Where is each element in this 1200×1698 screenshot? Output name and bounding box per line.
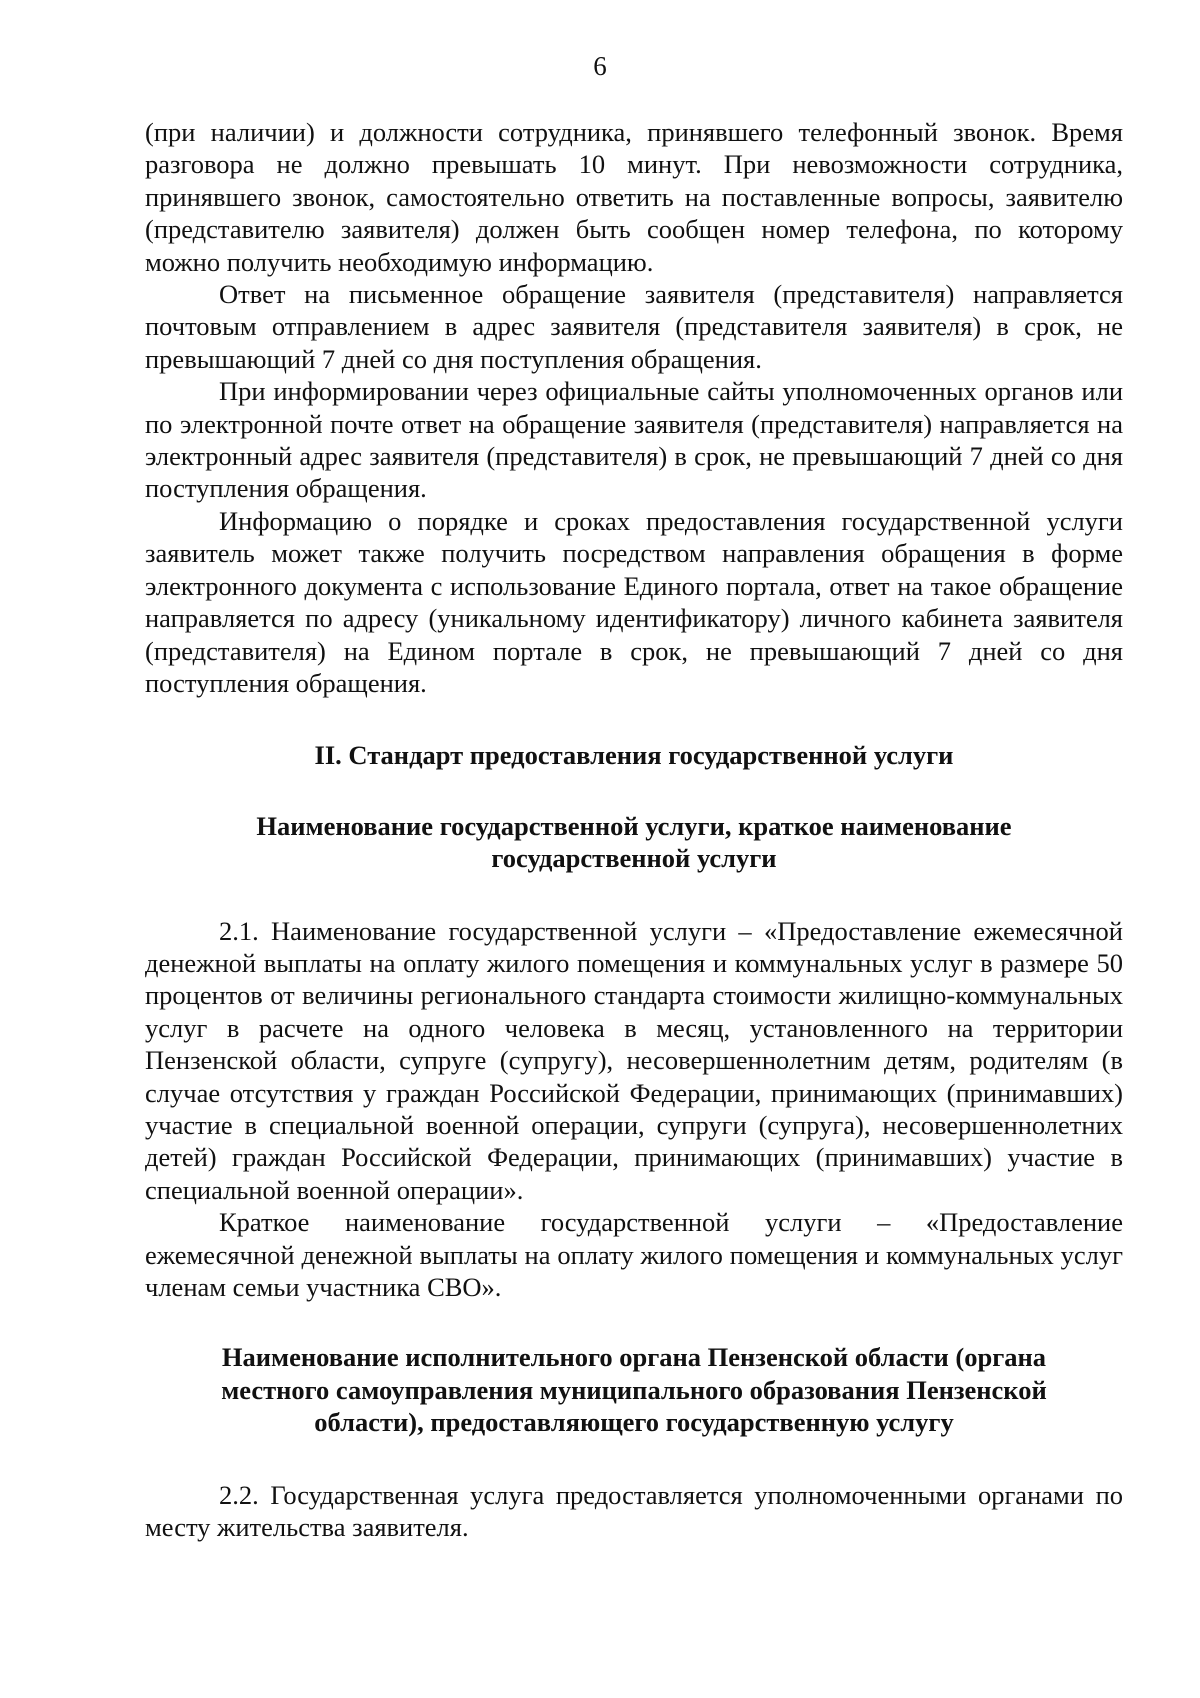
paragraph-email-reply: При информировании через официальные сайты уполномоченных органов или по электронной почте ответ на обращение заявителя (представителя) направляется на электронный адрес заявителя (представителя) в срок, не превышающий 7 дней со дня поступления обращения. [145,376,1123,504]
page-number: 6 [593,51,607,81]
paragraph-phone-call: (при наличии) и должности сотрудника, принявшего телефонный звонок. Время разговора не должно превышать 10 минут. При невозможности сотрудника, принявшего звонок, самостоятельно ответить на поставленные вопросы, заявителю (представителю заявителя) должен быть сообщен номер телефона, по которому можно получить необходимую информацию. [145,117,1123,277]
paragraph-portal-reply: Информацию о порядке и сроках предоставления государственной услуги заявитель может также получить посредством направления обращения в форме электронного документа с использование Единого портала, ответ на такое обращение направляется по адресу (уникальному идентификатору) личного кабинета заявителя (представителя) на Едином портале в срок, не превышающий 7 дней со дня поступления обращения. [145,505,1123,698]
subheading-service-name: Наименование государственной услуги, краткое наименование государственной услуги [256,810,1012,874]
spacer [145,1303,1123,1341]
section-title: II. Стандарт предоставления государственной услуги [314,740,954,771]
subheading-authority: Наименование исполнительного органа Пензенской области (органа местного самоуправления муниципального образования Пензенской области), предоставляющего государственную услугу [221,1342,1047,1438]
spacer [145,1439,1123,1479]
spacer [145,699,1123,739]
paragraph-short-name: Краткое наименование государственной услуги – «Предоставление ежемесячной денежной выплаты на оплату жилого помещения и коммунальных услуг членам семьи участника СВО». [145,1207,1123,1302]
document-body [145,116,1123,1543]
paragraph-2-1: 2.1. Наименование государственной услуги – «Предоставление ежемесячной денежной выплаты на оплату жилого помещения и коммунальных услуг в размере 50 процентов от величины регионального стандарта стоимости жилищно-коммунальных услуг в расчете на одного человека в месяц, установленного на территории Пензенской области, супруге (супругу), несовершеннолетним детям, родителям (в случае отсутствия у граждан Российской Федерации, принимающих (принимавших) участие в специальной военной операции, супруги (супруга), несовершеннолетних детей) граждан Российской Федерации, принимающих (принимавших) участие в специальной военной операции». [145,915,1123,1205]
paragraph-2-2: 2.2. Государственная услуга предоставляется уполномоченными органами по месту жительства заявителя. [145,1479,1123,1543]
spacer [145,875,1123,915]
paragraph-written-reply: Ответ на письменное обращение заявителя (представителя) направляется почтовым отправлением в адрес заявителя (представителя заявителя) в срок, не превышающий 7 дней со дня поступления обращения. [145,279,1123,374]
spacer [145,772,1123,810]
